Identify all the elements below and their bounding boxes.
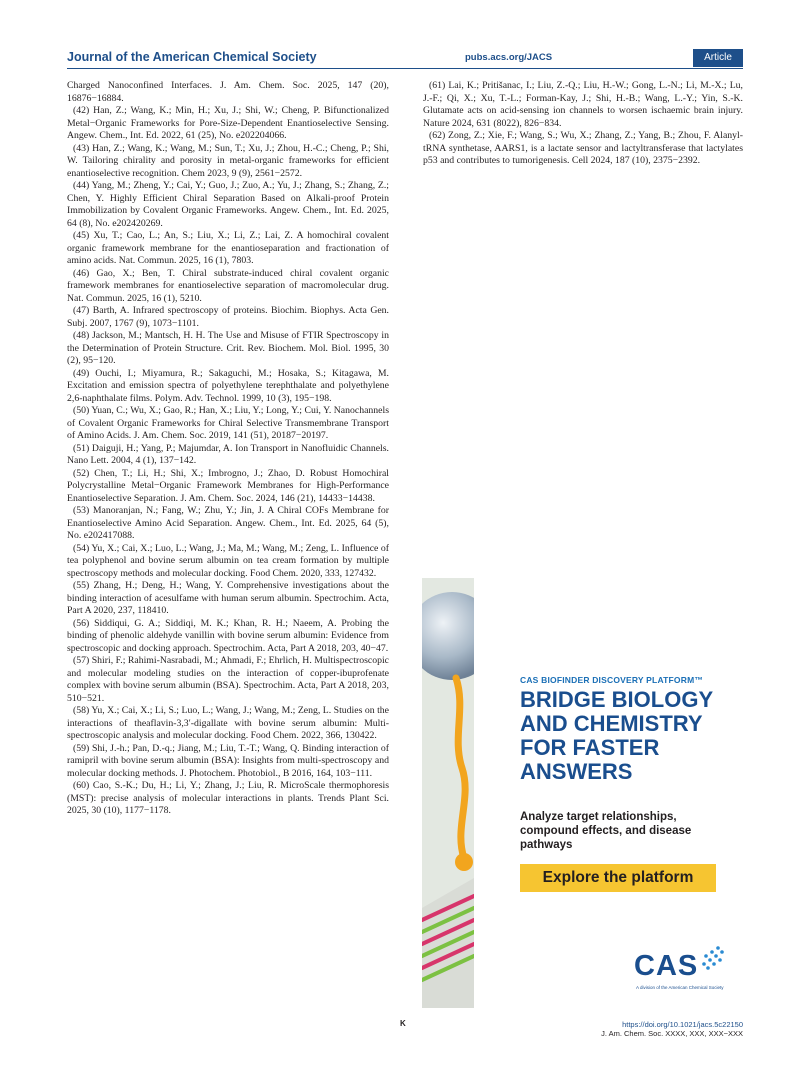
reference-entry: (60) Cao, S.-K.; Du, H.; Li, Y.; Zhang, J.; Liu, R. MicroScale thermophoresis (MST): precise analysis of molecular interactions in plants. Trends Plant Sci. 2025, 30 (10), 1177−1178. [67, 780, 389, 816]
header-rule [67, 68, 743, 69]
page-number: K [400, 1019, 406, 1028]
cas-logo[interactable] [634, 950, 744, 1000]
reference-entry: (43) Han, Z.; Wang, K.; Wang, M.; Sun, T.; Xu, J.; Zhou, H.-C.; Cheng, P.; Shi, W. Tailoring chirality and porosity in metal-organic frameworks for efficient enantioselective recognition. Chem 2023, 9 (9), 2561−2572. [67, 142, 389, 179]
article-type-badge: Article [693, 49, 743, 67]
reference-entry: Charged Nanoconfined Interfaces. J. Am. Chem. Soc. 2025, 147 (20), 16876−16884. [67, 80, 389, 104]
reference-entry: (59) Shi, J.-h.; Pan, D.-q.; Jiang, M.; Liu, T.-T.; Wang, Q. Binding interaction of ramipril with bovine serum albumin (BSA): Insights from multi-spectroscopy and molecular docking methods. J. Photochem. Photobiol., B 2016, 164, 103−111. [67, 742, 389, 779]
ad-kicker: CAS BIOFINDER DISCOVERY PLATFORM™ [520, 675, 704, 685]
ad-molecule-illustration [422, 578, 474, 1008]
reference-entry: (61) Lai, K.; Pritišanac, I.; Liu, Z.-Q.; Liu, H.-W.; Gong, L.-N.; Li, M.-X.; Lu, J.-F.; Qi, X.; Xu, T.-L.; Forman-Kay, J.; Shi, H.-B.; Wang, L.-Y.; Yin, S.-K. Glutamate acts on acid-sensing ion channels to worsen ischaemic brain injury. Nature 2024, 631 (8022), 826−834. [423, 80, 743, 129]
reference-entry: (51) Daiguji, H.; Yang, P.; Majumdar, A. Ion Transport in Nanofluidic Channels. Nano Lett. 2004, 4 (1), 137−142. [67, 442, 389, 466]
cas-advertisement[interactable] [422, 578, 742, 1008]
reference-entry: (49) Ouchi, I.; Miyamura, R.; Sakaguchi, M.; Hosaka, S.; Kitagawa, M. Excitation and emission spectra of polyethylene terephthalate and polyethylene 2,6-naphthalate films. Polym. Adv. Technol. 1999, 10 (3), 195−198. [67, 367, 389, 404]
citation-line: J. Am. Chem. Soc. XXXX, XXX, XXX−XXX [601, 1029, 743, 1038]
reference-entry: (57) Shiri, F.; Rahimi-Nasrabadi, M.; Ahmadi, F.; Ehrlich, H. Multispectroscopic and molecular modeling studies on the interaction of copper-ibuprofenate complex with bovine serum albumin (BSA). Spectrochim. Acta, Part A 2018, 203, 510−521. [67, 655, 389, 704]
reference-entry: (46) Gao, X.; Ben, T. Chiral substrate-induced chiral covalent organic framework membranes for enantioselective separation of macromolecular drug. Nat. Commun. 2025, 16 (1), 5210. [67, 267, 389, 304]
reference-entry: (44) Yang, M.; Zheng, Y.; Cai, Y.; Guo, J.; Zuo, A.; Yu, J.; Zhang, S.; Zhang, Z.; Chen, Y. Highly Efficient Chiral Separation Based on Alkali-proof Protein Immobilization by Covalent Organic Frameworks. Angew. Chem., Int. Ed. 2025, 64 (8), No. e202420269. [67, 180, 389, 229]
journal-title: Journal of the American Chemical Society [67, 50, 317, 64]
cas-logo-tagline: A division of the American Chemical Society [636, 985, 724, 990]
doi-link[interactable]: https://doi.org/10.1021/jacs.5c22150 [622, 1020, 743, 1029]
reference-entry: (58) Yu, X.; Cai, X.; Li, S.; Luo, L.; Wang, J.; Wang, M.; Zeng, L. Studies on the interactions of theaflavin-3,3′-digallate with bovine serum albumin: Multi-spectroscopic analysis and molecular docking. Food Chem. 2022, 366, 130422. [67, 705, 389, 741]
reference-entry: (47) Barth, A. Infrared spectroscopy of proteins. Biochim. Biophys. Acta Gen. Subj. 2007, 1767 (9), 1073−1101. [67, 305, 389, 329]
reference-entry: (55) Zhang, H.; Deng, H.; Wang, Y. Comprehensive investigations about the binding interaction of acesulfame with human serum albumin. Spectrochim. Acta, Part A 2020, 237, 118410. [67, 580, 389, 616]
reference-entry: (62) Zong, Z.; Xie, F.; Wang, S.; Wu, X.; Zhang, Z.; Yang, B.; Zhou, F. Alanyl-tRNA synthetase, AARS1, is a lactate sensor and lactyltransferase that lactylates p53 and contributes to tumorigenesis. Cell 2024, 187 (10), 2375−2392. [423, 130, 743, 166]
ad-headline: BRIDGE BIOLOGY AND CHEMISTRY FOR FASTER ANSWERS [520, 687, 713, 784]
reference-entry: (52) Chen, T.; Li, H.; Shi, X.; Imbrogno, J.; Zhao, D. Robust Homochiral Polycrystalline Metal−Organic Framework Membranes for High-Performance Enantioselective Separation. J. Am. Chem. Soc. 2024, 146 (21), 14433−14438. [67, 467, 389, 504]
journal-url[interactable]: pubs.acs.org/JACS [465, 52, 553, 63]
reference-entry: (42) Han, Z.; Wang, K.; Min, H.; Xu, J.; Shi, W.; Cheng, P. Bifunctionalized Metal−Organic Frameworks for Pore-Size-Dependent Enantioselective Sensing. Angew. Chem., Int. Ed. 2022, 61 (25), No. e202204066. [67, 105, 389, 141]
cas-dots-icon [698, 945, 726, 975]
reference-entry: (50) Yuan, C.; Wu, X.; Gao, R.; Han, X.; Liu, Y.; Long, Y.; Cui, Y. Nanochannels of Covalent Organic Frameworks for Chiral Selective Transmembrane Transport of Amino Acids. J. Am. Chem. Soc. 2019, 141 (51), 20187−20197. [67, 405, 389, 441]
reference-entry: (45) Xu, T.; Cao, L.; An, S.; Liu, X.; Li, Z.; Lai, Z. A homochiral covalent organic framework membrane for the enantioseparation and fractionation of amino acids. Nat. Commun. 2025, 16 (1), 7803. [67, 230, 389, 266]
reference-entry: (48) Jackson, M.; Mantsch, H. H. The Use and Misuse of FTIR Spectroscopy in the Determination of Protein Structure. Crit. Rev. Biochem. Mol. Biol. 1995, 30 (2), 95−120. [67, 330, 389, 366]
reference-entry: (56) Siddiqui, G. A.; Siddiqi, M. K.; Khan, R. H.; Naeem, A. Probing the binding of phenolic aldehyde vanillin with bovine serum albumin: Evidence from spectroscopic and docking approach. Spectrochim. Acta, Part A 2018, 203, 40−47. [67, 617, 389, 654]
references-left-column [67, 80, 389, 818]
explore-platform-button[interactable]: Explore the platform [520, 864, 716, 892]
ad-subtext: Analyze target relationships, compound effects, and disease pathways [520, 811, 692, 851]
reference-entry: (54) Yu, X.; Cai, X.; Luo, L.; Wang, J.; Ma, M.; Wang, M.; Zeng, L. Influence of tea polyphenol and bovine serum albumin on tea cream formation by multiple spectroscopy methods and molecular docking. Food Chem. 2020, 333, 127432. [67, 542, 389, 579]
page-header [67, 49, 743, 69]
references-right-column [423, 80, 743, 168]
cas-logo-text: CAS [634, 950, 699, 982]
reference-entry: (53) Manoranjan, N.; Fang, W.; Zhu, Y.; Jin, J. A Chiral COFs Membrane for Enantioselective Amino Acid Separation. Angew. Chem., Int. Ed. 2025, 64 (5), No. e202417088. [67, 505, 389, 541]
